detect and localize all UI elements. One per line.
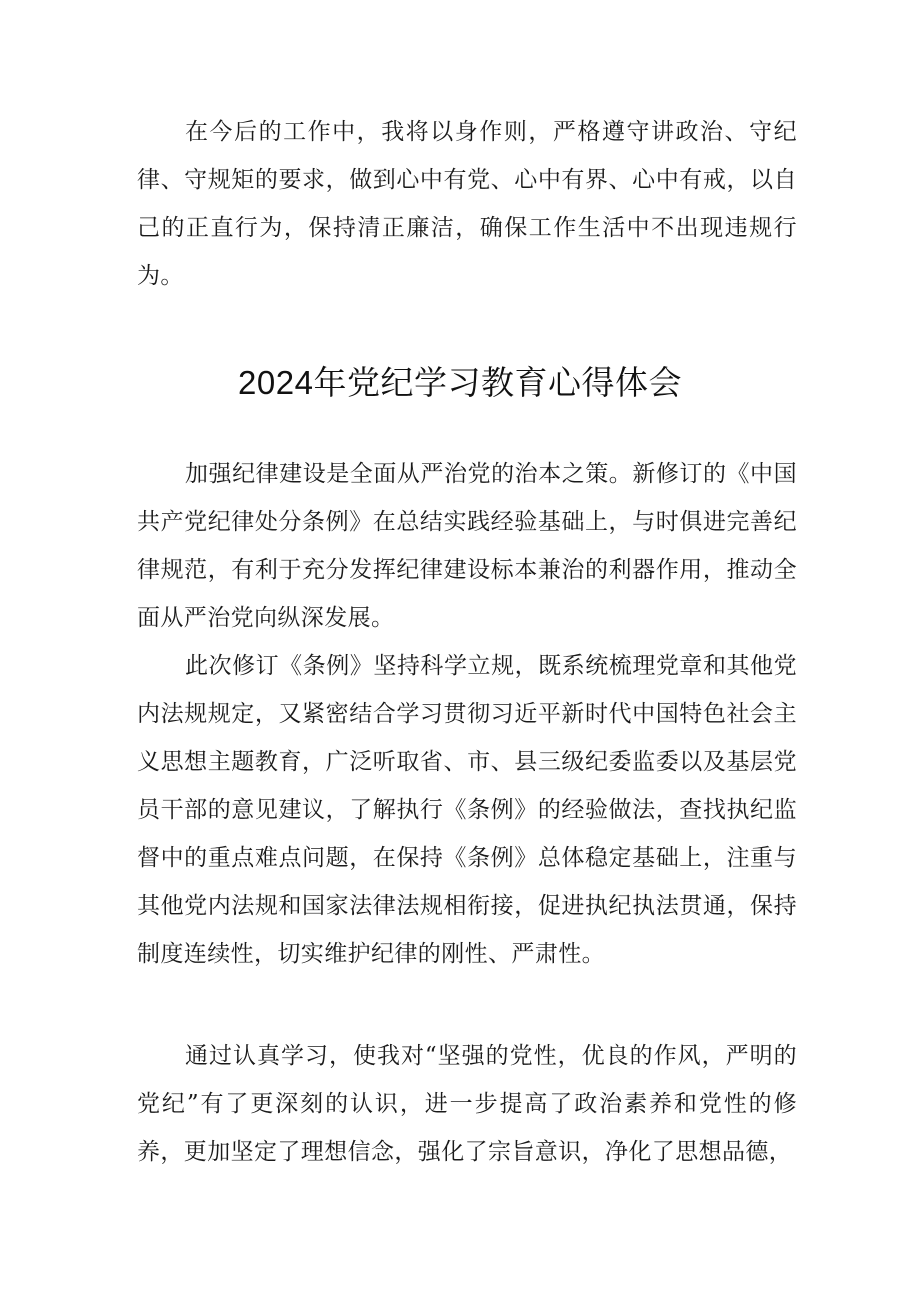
paragraph-revision: 此次修订《条例》坚持科学立规，既系统梳理党章和其他党内法规规定，又紧密结合学习贯彻习近平新时代中国特色社会主义思想主题教育，广泛听取省、市、县三级纪委监委以及基层党员干部的意见建议，了解执行《条例》的经验做法，查找执纪监督中的重点难点问题，在保持《条例》总体稳定基础上，注重与其他党内法规和国家法律法规相衔接，促进执纪执法贯通，保持制度连续性，切实维护纪律的刚性、严肃性。: [137, 653, 797, 967]
document-title: 2024年党纪学习教育心得体会: [238, 364, 682, 401]
paragraph-conclusion: 在今后的工作中，我将以身作则，严格遵守讲政治、守纪律、守规矩的要求，做到心中有党、心中有界、心中有戒，以自己的正直行为，保持清正廉洁，确保工作生活中不出现违规行为。: [137, 119, 797, 289]
paragraph-reflection: 通过认真学习，使我对“坚强的党性，优良的作风，严明的党纪”有了更深刻的认识，进一步提高了政治素养和党性的修养，更加坚定了理想信念，强化了宗旨意识，净化了思想品德，: [137, 1043, 797, 1165]
paragraph-intro: 加强纪律建设是全面从严治党的治本之策。新修订的《中国共产党纪律处分条例》在总结实践经验基础上，与时俱进完善纪律规范，有利于充分发挥纪律建设标本兼治的利器作用，推动全面从严治党向纵深发展。: [137, 461, 797, 631]
